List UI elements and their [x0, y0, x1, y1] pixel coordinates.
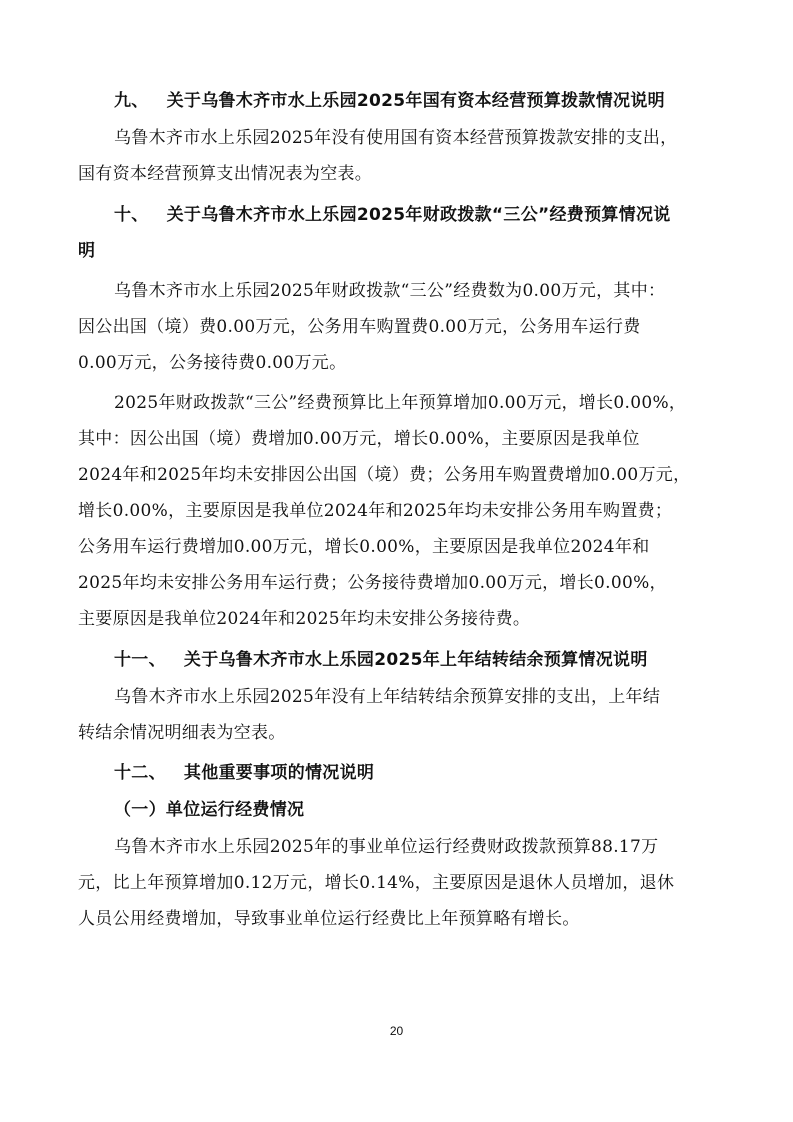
section-10-para1-line-2: 因公出国（境）费0.00万元，公务用车购置费0.00万元，公务用车运行费: [78, 317, 641, 337]
section-12-para-line-2: 元，比上年预算增加0.12万元，增长0.14%，主要原因是退休人员增加，退休: [78, 873, 675, 893]
section-11-para-line-2: 转结余情况明细表为空表。: [78, 723, 286, 743]
section-10-title-line-1: 关于乌鲁木齐市水上乐园2025年财政拨款“三公”经费预算情况说: [166, 205, 671, 225]
section-10-para2-line-7: 主要原因是我单位2024年和2025年均未安排公务接待费。: [78, 609, 531, 629]
section-12-para-line-1: 乌鲁木齐市水上乐园2025年的事业单位运行经费财政拨款预算88.17万: [114, 837, 659, 857]
section-12-title: 其他重要事项的情况说明: [183, 763, 375, 783]
section-10-para2-line-3: 2024年和2025年均未安排因公出国（境）费；公务用车购置费增加0.00万元，: [78, 465, 691, 485]
section-10-para2-line-1: 2025年财政拨款“三公”经费预算比上年预算增加0.00万元，增长0.00%，: [114, 393, 687, 413]
section-12-subheading-1: （一）单位运行经费情况: [114, 800, 305, 820]
section-9-para-line-2: 国有资本经营预算支出情况表为空表。: [78, 164, 373, 184]
section-10-para2-line-4: 增长0.00%，主要原因是我单位2024年和2025年均未安排公务用车购置费；: [78, 501, 673, 521]
section-9-number: 九、: [114, 91, 149, 111]
section-9-title: 关于乌鲁木齐市水上乐园2025年国有资本经营预算拨款情况说明: [166, 91, 665, 111]
section-11-para-line-1: 乌鲁木齐市水上乐园2025年没有上年结转结余预算安排的支出，上年结: [114, 687, 661, 707]
section-10-title-line-2: 明: [78, 241, 96, 261]
section-9-para-line-1: 乌鲁木齐市水上乐园2025年没有使用国有资本经营预算拨款安排的支出，: [114, 128, 678, 148]
section-9-heading: [114, 90, 665, 112]
section-10-para1-line-3: 0.00万元，公务接待费0.00万元。: [78, 353, 347, 373]
section-12-para-line-3: 人员公用经费增加，导致事业单位运行经费比上年预算略有增长。: [78, 909, 580, 929]
section-10-number: 十、: [114, 205, 149, 225]
section-11-number: 十一、: [114, 650, 166, 670]
section-10-para2-line-2: 其中：因公出国（境）费增加0.00万元，增长0.00%，主要原因是我单位: [78, 429, 640, 449]
section-10-para2-line-5: 公务用车运行费增加0.00万元，增长0.00%，主要原因是我单位2024年和: [78, 537, 650, 557]
section-11-heading: [114, 649, 648, 671]
section-10-para1-line-1: 乌鲁木齐市水上乐园2025年财政拨款“三公”经费数为0.00万元，其中：: [114, 281, 666, 301]
section-12-heading: [114, 762, 374, 784]
page-number: 20: [389, 1024, 404, 1038]
section-11-title: 关于乌鲁木齐市水上乐园2025年上年结转结余预算情况说明: [183, 650, 648, 670]
section-10-para2-line-6: 2025年均未安排公务用车运行费；公务接待费增加0.00万元，增长0.00%，: [78, 573, 667, 593]
section-10-heading: [114, 204, 671, 226]
section-12-number: 十二、: [114, 763, 166, 783]
